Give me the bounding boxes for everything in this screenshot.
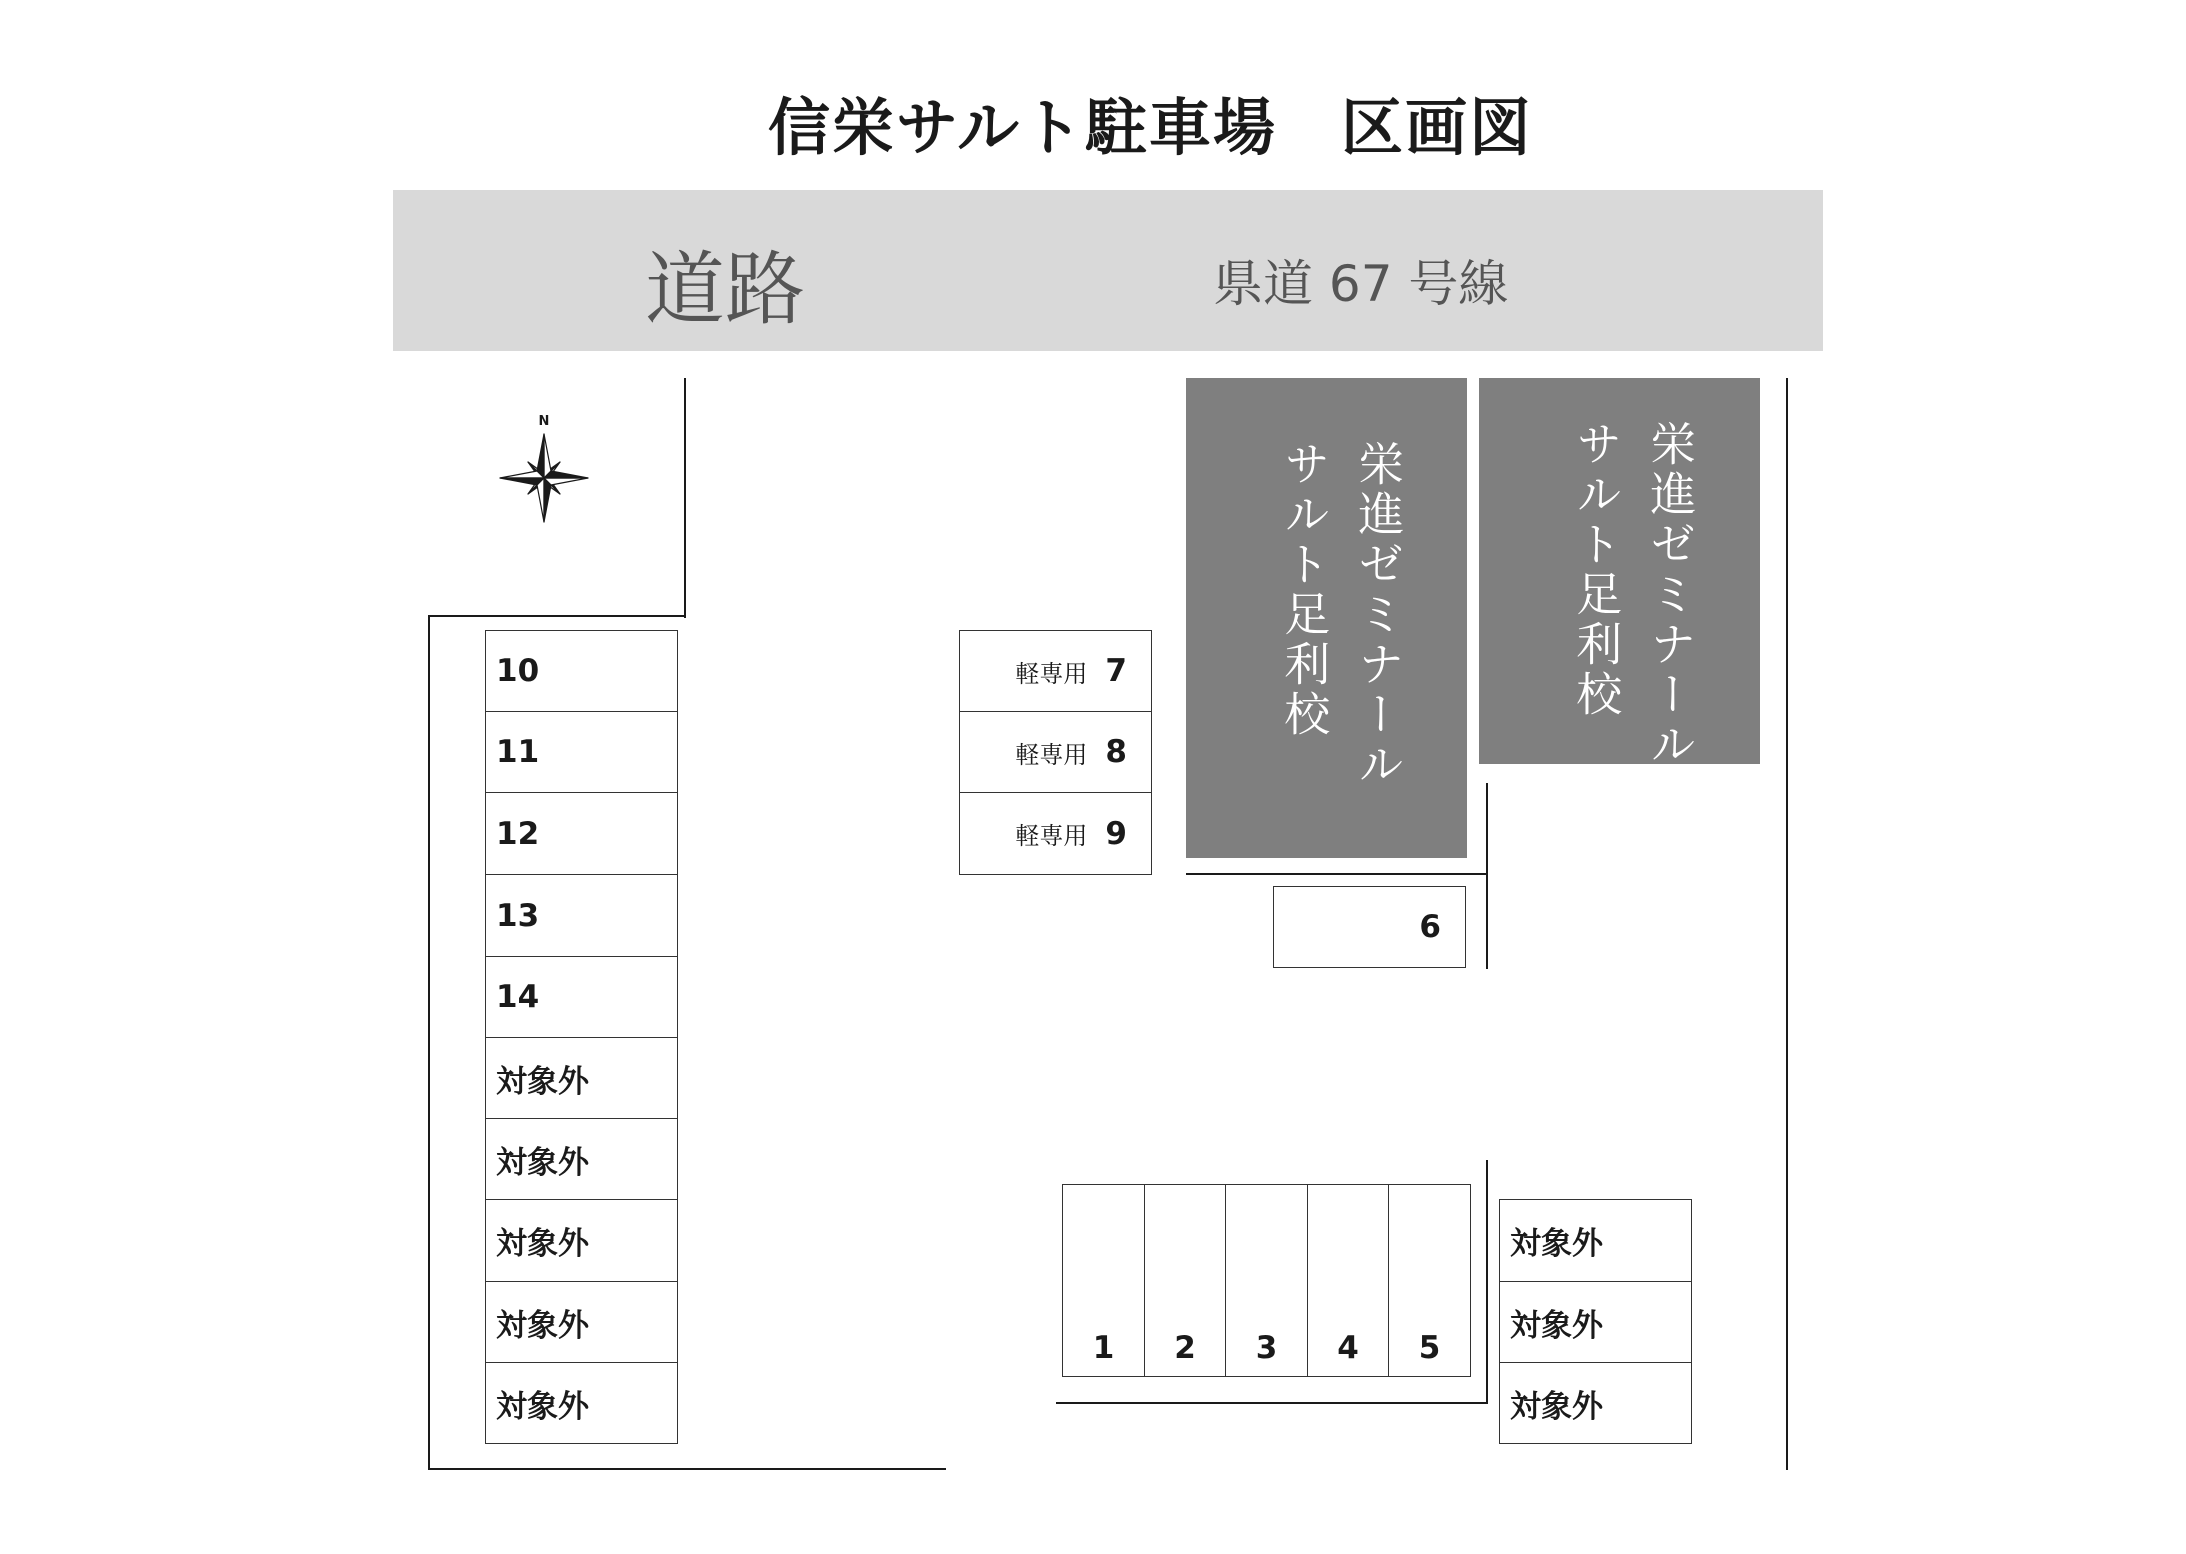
parking-space-10: 10 — [485, 630, 678, 712]
parking-space-8: 軽専用 8 — [959, 711, 1152, 793]
compass-icon — [497, 412, 591, 526]
excluded-space: 対象外 — [485, 1199, 678, 1282]
boundary-line — [428, 1468, 946, 1470]
parking-space-5: 5 — [1388, 1184, 1471, 1377]
parking-space-2: 2 — [1144, 1184, 1226, 1377]
parking-space-11: 11 — [485, 711, 678, 793]
parking-space-9: 軽専用 9 — [959, 792, 1152, 875]
excluded-space: 対象外 — [485, 1362, 678, 1444]
excluded-space: 対象外 — [1499, 1199, 1692, 1282]
boundary-line — [428, 615, 430, 1470]
boundary-line — [1486, 1160, 1488, 1404]
kei-only-label: 軽専用 — [1015, 740, 1088, 769]
boundary-line — [1186, 873, 1488, 875]
excluded-space: 対象外 — [1499, 1362, 1692, 1444]
parking-space-7: 軽専用 7 — [959, 630, 1152, 712]
parking-space-4: 4 — [1307, 1184, 1389, 1377]
parking-space-6: 6 — [1273, 886, 1466, 968]
building-2-name: 栄進ゼミナール — [1643, 420, 1698, 770]
parking-space-3: 3 — [1225, 1184, 1308, 1377]
boundary-line — [428, 615, 686, 617]
boundary-line — [1056, 1402, 1488, 1404]
excluded-space: 対象外 — [485, 1118, 678, 1200]
compass-north-label: N — [538, 414, 550, 429]
building-1-branch: サルト足利校 — [1277, 440, 1332, 740]
road-name: 県道 67 号線 — [1213, 255, 1509, 313]
excluded-space: 対象外 — [485, 1281, 678, 1363]
parking-space-13: 13 — [485, 874, 678, 957]
road-band — [393, 190, 1823, 351]
kei-only-label: 軽専用 — [1015, 659, 1088, 688]
kei-only-label: 軽専用 — [1015, 822, 1088, 850]
building-1-name: 栄進ゼミナール — [1351, 440, 1406, 790]
parking-space-14: 14 — [485, 956, 678, 1038]
boundary-line — [1786, 378, 1788, 1470]
excluded-space: 対象外 — [485, 1037, 678, 1119]
building-2-branch: サルト足利校 — [1569, 420, 1624, 720]
parking-space-12: 12 — [485, 792, 678, 875]
page-title: 信栄サルト駐車場 区画図 — [768, 91, 1533, 164]
boundary-line — [684, 378, 686, 618]
boundary-line — [1486, 783, 1488, 969]
road-label: 道路 — [645, 243, 805, 336]
excluded-space: 対象外 — [1499, 1281, 1692, 1363]
parking-space-1: 1 — [1062, 1184, 1145, 1377]
